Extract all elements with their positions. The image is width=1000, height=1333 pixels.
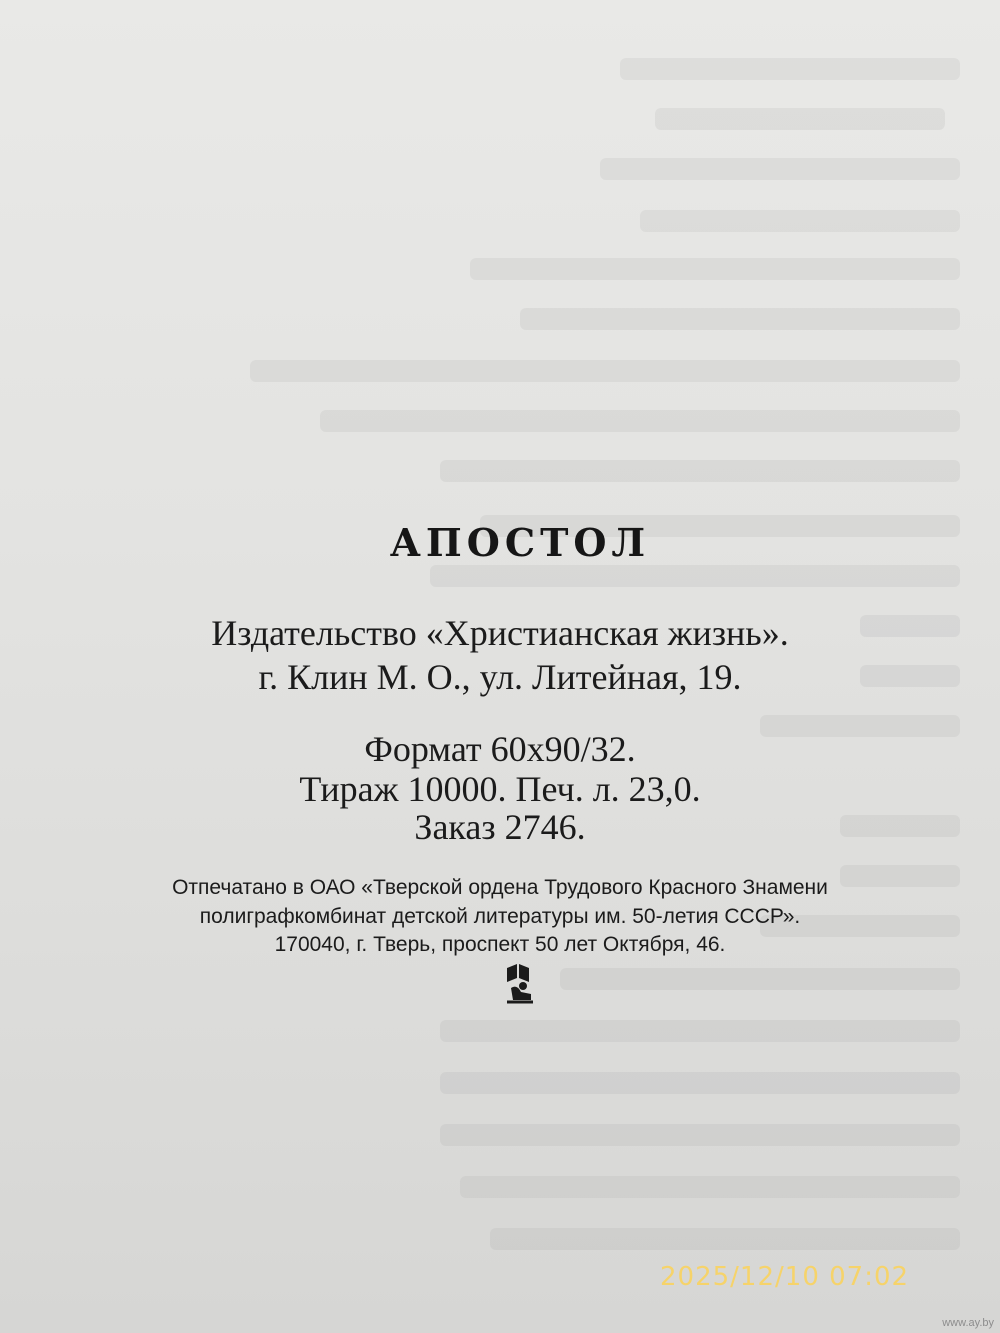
print-run-line: Тираж 10000. Печ. л. 23,0. xyxy=(299,769,701,809)
printer-line-2: полиграфкомбинат детской литературы им. 50-летия СССР». xyxy=(199,905,801,928)
book-reader-icon xyxy=(503,962,537,1004)
publisher-line: Издательство «Христианская жизнь». xyxy=(211,613,789,653)
format-line: Формат 60х90/32. xyxy=(364,729,636,769)
printer-line-3: 170040, г. Тверь, проспект 50 лет Октября, 46. xyxy=(274,933,726,956)
publisher-address: г. Клин М. О., ул. Литейная, 19. xyxy=(258,657,742,697)
order-line: Заказ 2746. xyxy=(414,807,586,847)
site-watermark: www.ay.by xyxy=(942,1317,994,1329)
book-title: АПОСТОЛ xyxy=(389,520,651,565)
printer-line-1: Отпечатано в ОАО «Тверской ордена Трудового Красного Знамени xyxy=(172,876,828,899)
photo-timestamp: 2025/12/10 07:02 xyxy=(660,1262,910,1292)
